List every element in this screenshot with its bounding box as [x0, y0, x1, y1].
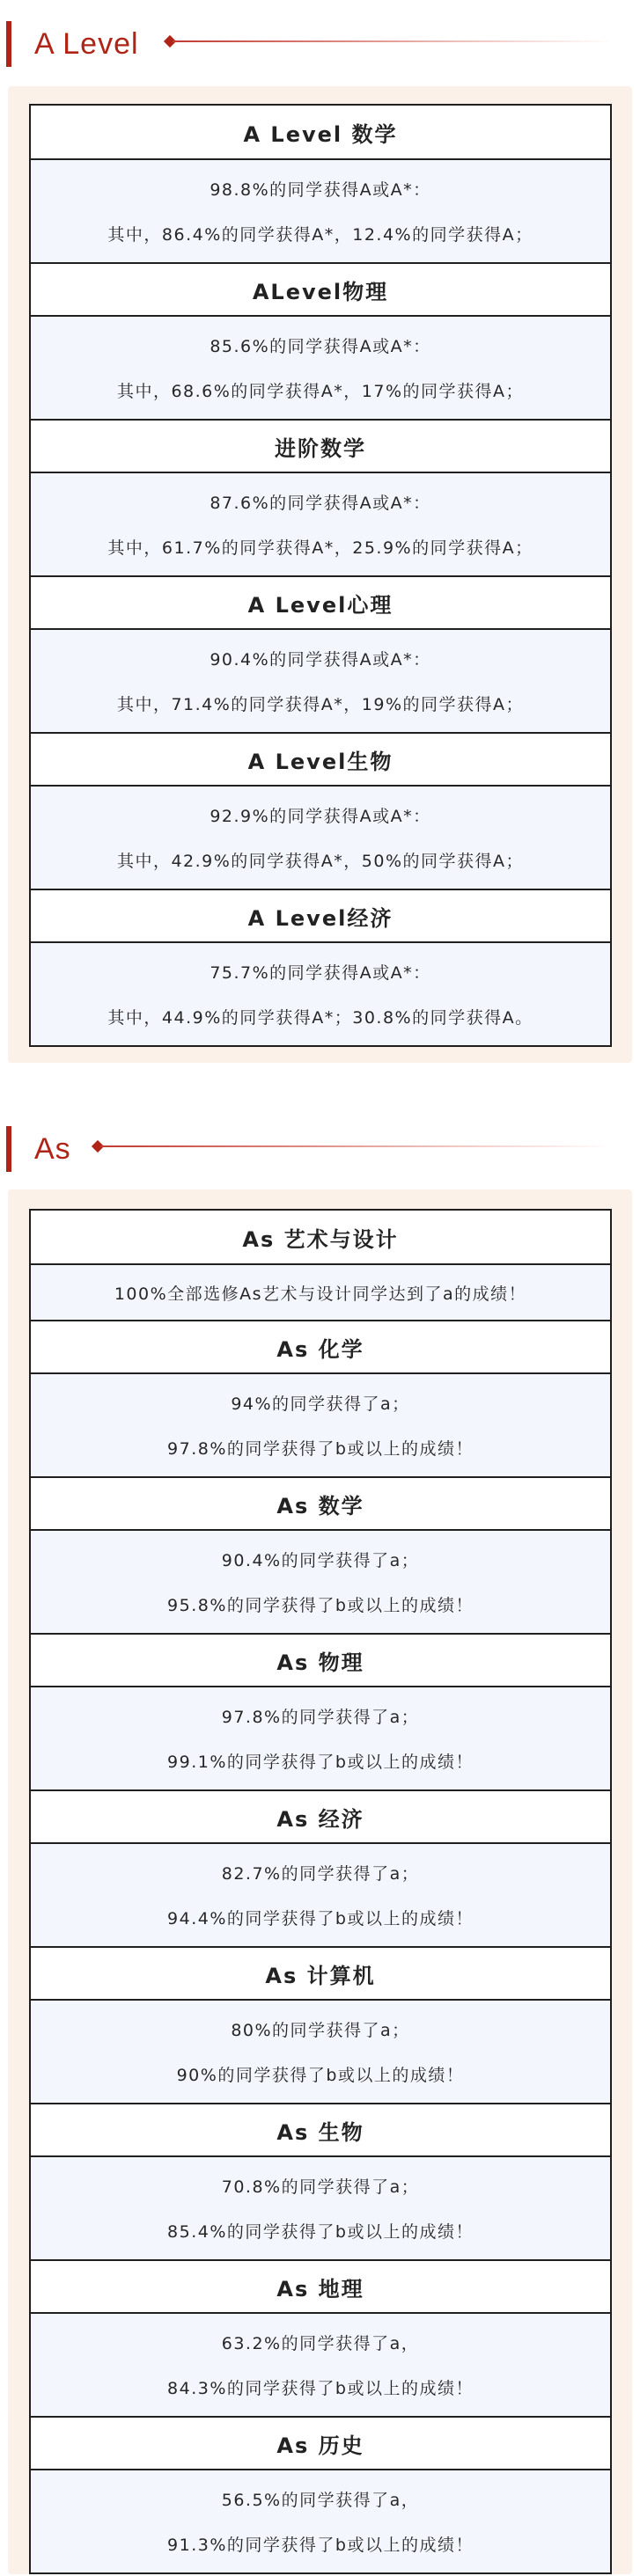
subject-name: As 计算机: [265, 1963, 376, 1988]
subject-result: [31, 1999, 610, 2103]
result-line: 70.8%的同学获得了a；: [221, 2177, 420, 2197]
subject-name: A Level生物: [247, 749, 394, 774]
subject-header: [31, 1476, 610, 1529]
subject-result: [31, 1686, 610, 1789]
result-line: 其中，42.9%的同学获得A*，50%的同学获得A；: [116, 852, 525, 871]
result-line: 90.4%的同学获得A或A*：: [210, 650, 431, 670]
section-accent-bar: [6, 21, 11, 67]
result-line: 85.6%的同学获得A或A*：: [210, 337, 431, 356]
subject-name: As 生物: [276, 2119, 364, 2145]
subject-result: [31, 2312, 610, 2416]
section-accent-bar: [6, 1126, 11, 1172]
subject-result: [31, 158, 610, 262]
subject-name: As 化学: [276, 1336, 364, 1362]
subject-name: As 艺术与设计: [242, 1226, 399, 1252]
subject-name: As 历史: [276, 2433, 364, 2458]
result-line: 94.4%的同学获得了b或以上的成绩！: [167, 1909, 474, 1928]
result-line: 其中，44.9%的同学获得A*；30.8%的同学获得A。: [107, 1008, 533, 1028]
results-card: [8, 86, 632, 1063]
subject-result: [31, 941, 610, 1045]
result-line: 97.8%的同学获得了a；: [221, 1708, 420, 1727]
subject-header: [31, 732, 610, 785]
subject-header: [31, 1789, 610, 1842]
section-header: [0, 21, 640, 67]
subject-header: [31, 2259, 610, 2312]
section-title: A Level: [34, 27, 139, 61]
subject-result: [31, 785, 610, 889]
subject-name: 进阶数学: [275, 435, 366, 461]
result-line: 56.5%的同学获得了a，: [221, 2491, 420, 2510]
result-line: 94%的同学获得了a；: [231, 1394, 410, 1414]
subject-result: [31, 628, 610, 732]
section-as: [0, 1126, 640, 2555]
subject-name: As 物理: [276, 1650, 364, 1675]
result-line: 75.7%的同学获得A或A*：: [210, 963, 431, 983]
result-line: 92.9%的同学获得A或A*：: [210, 807, 431, 826]
subject-name: As 地理: [276, 2276, 364, 2302]
subject-header: [31, 106, 610, 158]
subject-result: [31, 1842, 610, 1946]
result-line: 91.3%的同学获得了b或以上的成绩！: [167, 2536, 474, 2555]
result-line: 80%的同学获得了a；: [231, 2021, 410, 2040]
subject-name: ALevel物理: [252, 279, 389, 304]
section-title: As: [34, 1132, 71, 1166]
result-line: 84.3%的同学获得了b或以上的成绩！: [167, 2379, 474, 2398]
subject-header: [31, 1320, 610, 1372]
section-header: [0, 1126, 640, 1172]
results-table: [29, 104, 612, 1047]
result-line: 98.8%的同学获得A或A*：: [210, 180, 431, 200]
subject-name: A Level 数学: [243, 121, 398, 147]
result-line: 其中，86.4%的同学获得A*，12.4%的同学获得A；: [107, 225, 533, 245]
subject-header: [31, 1211, 610, 1263]
results-card: [8, 1189, 632, 2574]
subject-header: [31, 2103, 610, 2155]
subject-name: As 经济: [276, 1806, 364, 1832]
subject-header: [31, 419, 610, 472]
subject-header: [31, 575, 610, 628]
subject-header: [31, 1946, 610, 1999]
section-divider: [173, 40, 613, 42]
subject-result: [31, 1263, 610, 1320]
subject-result: [31, 472, 610, 575]
subject-header: [31, 262, 610, 315]
subject-name: As 数学: [276, 1493, 364, 1519]
subject-result: [31, 1372, 610, 1476]
result-line: 90.4%的同学获得了a；: [221, 1551, 420, 1570]
subject-result: [31, 315, 610, 419]
result-line: 99.1%的同学获得了b或以上的成绩！: [167, 1753, 474, 1772]
result-line: 其中，71.4%的同学获得A*，19%的同学获得A；: [116, 695, 525, 714]
subject-header: [31, 889, 610, 941]
result-line: 95.8%的同学获得了b或以上的成绩！: [167, 1596, 474, 1615]
result-line: 82.7%的同学获得了a；: [221, 1864, 420, 1884]
subject-name: A Level心理: [247, 592, 394, 618]
result-line: 90%的同学获得了b或以上的成绩！: [176, 2066, 465, 2085]
result-line: 其中，61.7%的同学获得A*，25.9%的同学获得A；: [107, 538, 533, 558]
subject-result: [31, 2469, 610, 2572]
section-divider: [100, 1145, 613, 1147]
result-line: 100%全部选修As艺术与设计同学达到了a的成绩！: [114, 1284, 527, 1304]
subject-name: A Level经济: [247, 905, 394, 931]
result-line: 85.4%的同学获得了b或以上的成绩！: [167, 2222, 474, 2242]
subject-header: [31, 2416, 610, 2469]
result-line: 其中，68.6%的同学获得A*，17%的同学获得A；: [116, 382, 525, 401]
result-line: 63.2%的同学获得了a，: [221, 2334, 420, 2353]
subject-result: [31, 2155, 610, 2259]
subject-header: [31, 1633, 610, 1686]
result-line: 87.6%的同学获得A或A*：: [210, 494, 431, 513]
results-table: [29, 1209, 612, 2574]
section-a-level: [0, 21, 640, 1028]
result-line: 97.8%的同学获得了b或以上的成绩！: [167, 1439, 474, 1459]
subject-result: [31, 1529, 610, 1633]
